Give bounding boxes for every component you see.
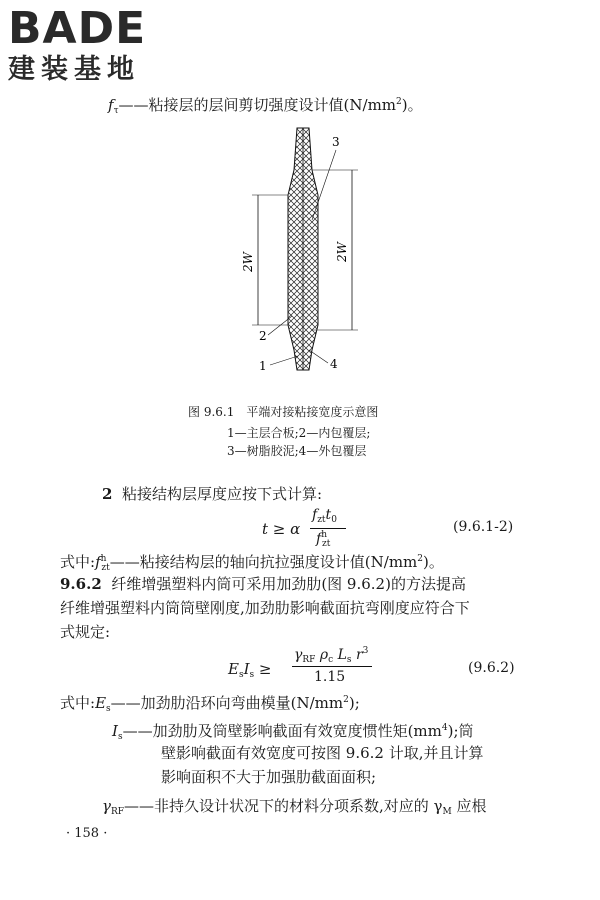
left-dimension-label: 2W bbox=[241, 252, 255, 272]
formula2-fraction-bar bbox=[292, 666, 372, 667]
section-9-6-2-line1: 9.6.2 纤维增强塑料内筒可采用加劲肋(图 9.6.2)的方法提高 bbox=[60, 575, 466, 593]
formula1-lhs: t ≥ α bbox=[262, 520, 301, 538]
def-is-line3: 影响面积不大于加强肋截面面积; bbox=[161, 768, 377, 786]
item-2-text: 粘接结构层厚度应按下式计算: bbox=[121, 485, 323, 503]
figure-legend-1: 1—主层合板;2—内包覆层; bbox=[227, 426, 371, 440]
label-2: 2 bbox=[259, 329, 267, 343]
where-1: 式中$:f^h_{zt}——$粘接结构层的轴向抗拉强度设计值$(N/mm^2)$。 bbox=[60, 553, 444, 573]
leader-1 bbox=[270, 356, 298, 365]
label-4: 4 bbox=[330, 357, 338, 371]
def-is: $I_s——$加劲肋及筒壁影响截面有效宽度惯性矩$(mm^4)$;筒 bbox=[112, 722, 474, 742]
logo-brand: BADE bbox=[8, 3, 147, 54]
section-9-6-2-line3: 式规定: bbox=[60, 623, 111, 641]
symbol-sub: τ bbox=[113, 106, 119, 116]
formula1-denominator: $f^h_{zt}$ bbox=[316, 530, 331, 549]
def-is-line2: 壁影响截面有效宽度可按图 9.6.2 计取,并且计算 bbox=[161, 744, 484, 762]
formula2-numerator: $\gamma_{RF}$ $\rho_c$ $L_s$ $r^3$ bbox=[294, 646, 369, 665]
formula1-fraction-bar bbox=[310, 528, 346, 529]
def-es: 式中$:E_s——$加劲肋沿环向弯曲模量$(N/mm^2)$; bbox=[60, 694, 360, 714]
item-2-number: 2 bbox=[102, 485, 113, 503]
leader-4 bbox=[309, 350, 328, 363]
figure-legend-2: 3—树脂胶泥;4—外包覆层 bbox=[227, 444, 367, 458]
item-2 bbox=[102, 484, 322, 504]
right-dimension-label: 2W bbox=[335, 242, 349, 262]
formula2-lhs: $E_sI_s$ ≥ bbox=[228, 660, 272, 680]
definition-text: ——粘接层的层间剪切强度设计值(N/mm bbox=[118, 96, 397, 114]
top-definition-line bbox=[108, 92, 423, 121]
figure-9-6-1 bbox=[0, 120, 600, 380]
formula1-numerator: $f_{zt}t_0$ bbox=[312, 507, 337, 525]
section-9-6-2-line2: 纤维增强塑料内筒筒壁刚度,加劲肋影响截面抗弯刚度应符合下 bbox=[60, 599, 470, 617]
def-grf: $\gamma_{RF}——$非持久设计状况下的材料分项系数,对应的 $\gamma_M$ 应根 bbox=[102, 797, 487, 817]
section-number: 9.6.2 bbox=[60, 575, 102, 593]
label-1: 1 bbox=[259, 359, 267, 373]
definition-tail: )。 bbox=[401, 96, 423, 114]
logo bbox=[8, 3, 147, 86]
page-number: · 158 · bbox=[66, 826, 108, 841]
formula2-eqno: (9.6.2) bbox=[468, 660, 515, 676]
symbol-f: f bbox=[108, 96, 114, 114]
label-3: 3 bbox=[332, 135, 340, 149]
formula1-eqno: (9.6.1-2) bbox=[453, 519, 514, 535]
unit-sup: 2 bbox=[396, 97, 402, 107]
logo-subtitle: 建装基地 bbox=[8, 54, 140, 85]
formula2-denominator: 1.15 bbox=[314, 669, 346, 685]
figure-caption: 图 9.6.1 平端对接粘接宽度示意图 bbox=[188, 405, 379, 419]
